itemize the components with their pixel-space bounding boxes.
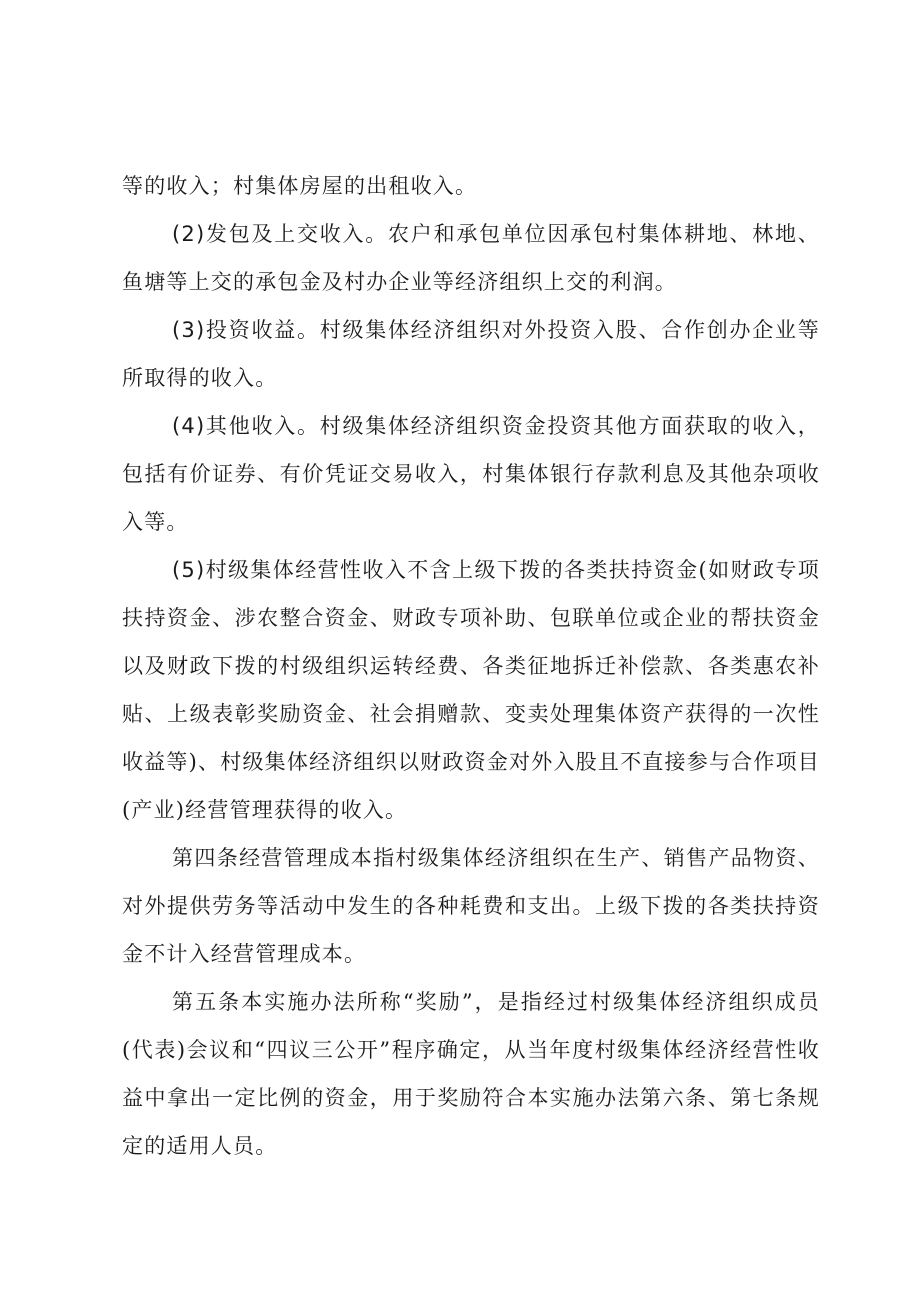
item-number: (3) xyxy=(172,318,206,342)
paragraph-continuation xyxy=(122,162,820,210)
paragraph-item-2 xyxy=(122,210,820,306)
paragraph-text: 本实施办法所称“奖励”，是指经过村级集体经济组织成员(代表)会议和“四议三公开”程序确定，从当年度村级集体经济经营性收益中拿出一定比例的资金，用于奖励符合本实施办法第六条、第七条规定的适用人员。 xyxy=(122,990,820,1158)
paragraph-item-5 xyxy=(122,546,820,834)
document-body xyxy=(122,162,820,1170)
paragraph-text: 村级集体经营性收入不含上级下拨的各类扶持资金(如财政专项扶持资金、涉农整合资金、财政专项补助、包联单位或企业的帮扶资金以及财政下拨的村级组织运转经费、各类征地拆迁补偿款、各类惠农补贴、上级表彰奖励资金、社会捐赠款、变卖处理集体资产获得的一次性收益等)、村级集体经济组织以财政资金对外入股且不直接参与合作项目(产业)经营管理获得的收入。 xyxy=(122,558,820,822)
item-number: (5) xyxy=(172,558,206,582)
article-label: 第五条 xyxy=(172,990,242,1014)
paragraph-text: 发包及上交收入。农户和承包单位因承包村集体耕地、林地、鱼塘等上交的承包金及村办企业等经济组织上交的利润。 xyxy=(122,222,820,294)
paragraph-item-3 xyxy=(122,306,820,402)
paragraph-text: 等的收入；村集体房屋的出租收入。 xyxy=(122,174,478,198)
paragraph-text: 其他收入。村级集体经济组织资金投资其他方面获取的收入，包括有价证券、有价凭证交易收入，村集体银行存款利息及其他杂项收入等。 xyxy=(122,414,820,534)
paragraph-item-4 xyxy=(122,402,820,546)
paragraph-text: 投资收益。村级集体经济组织对外投资入股、合作创办企业等所取得的收入。 xyxy=(122,318,820,390)
article-4 xyxy=(122,834,820,978)
paragraph-text: 经营管理成本指村级集体经济组织在生产、销售产品物资、对外提供劳务等活动中发生的各种耗费和支出。上级下拨的各类扶持资金不计入经营管理成本。 xyxy=(122,846,820,966)
item-number: (4) xyxy=(172,414,206,438)
article-label: 第四条 xyxy=(172,846,240,870)
article-5 xyxy=(122,978,820,1170)
item-number: (2) xyxy=(172,222,206,246)
